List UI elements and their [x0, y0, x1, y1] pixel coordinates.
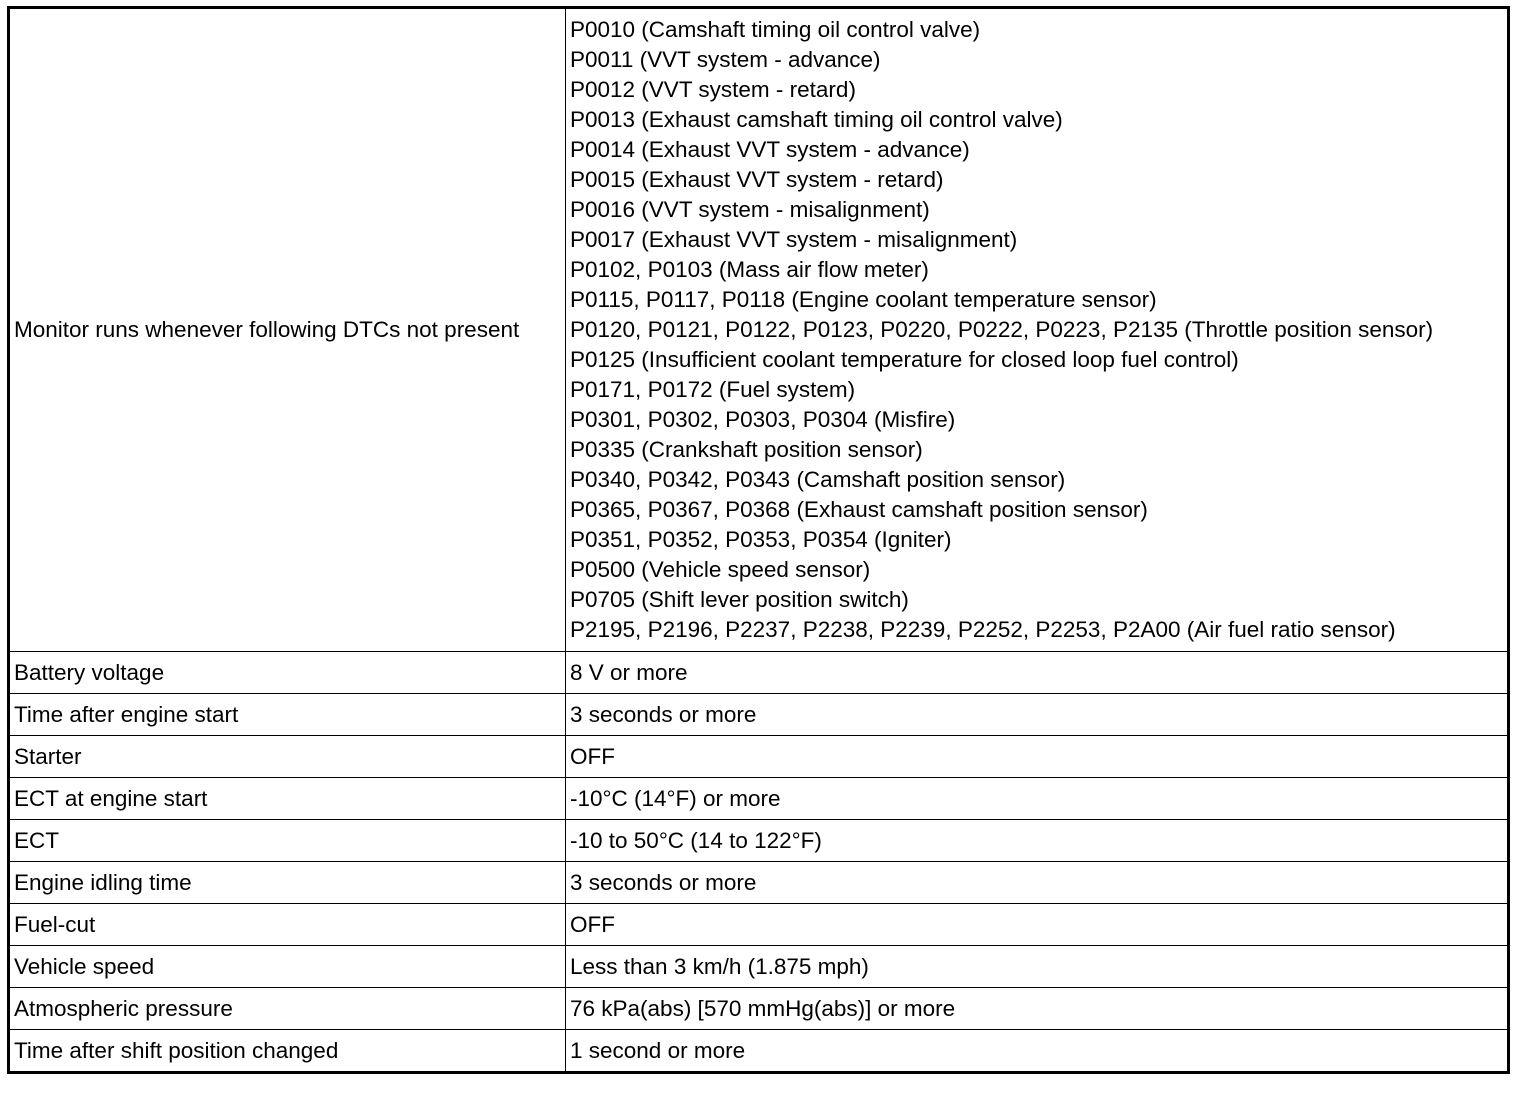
condition-value: Less than 3 km/h (1.875 mph)	[566, 946, 1509, 988]
dtc-list-item: P0014 (Exhaust VVT system - advance)	[570, 137, 970, 162]
condition-value: 3 seconds or more	[566, 694, 1509, 736]
dtc-list-item: P2195, P2196, P2237, P2238, P2239, P2252, P2253, P2A00 (Air fuel ratio sensor)	[570, 617, 1396, 642]
dtc-list-item: P0301, P0302, P0303, P0304 (Misfire)	[570, 407, 956, 432]
condition-label: Time after engine start	[9, 694, 566, 736]
table-row	[9, 1030, 1509, 1073]
condition-label: ECT at engine start	[9, 778, 566, 820]
condition-label: Vehicle speed	[9, 946, 566, 988]
condition-value: 8 V or more	[566, 652, 1509, 694]
table-row	[9, 904, 1509, 946]
table-row	[9, 946, 1509, 988]
conditions-table	[7, 6, 1510, 1074]
dtc-list-item: P0102, P0103 (Mass air flow meter)	[570, 257, 929, 282]
dtc-list-item: P0011 (VVT system - advance)	[570, 47, 881, 72]
table-row	[9, 778, 1509, 820]
condition-value: 76 kPa(abs) [570 mmHg(abs)] or more	[566, 988, 1509, 1030]
condition-label: Time after shift position changed	[9, 1030, 566, 1073]
condition-label: ECT	[9, 820, 566, 862]
dtc-list-item: P0365, P0367, P0368 (Exhaust camshaft position sensor)	[570, 497, 1148, 522]
table-row	[9, 862, 1509, 904]
table-row	[9, 652, 1509, 694]
dtc-list-item: P0351, P0352, P0353, P0354 (Igniter)	[570, 527, 952, 552]
dtc-list-item: P0171, P0172 (Fuel system)	[570, 377, 856, 402]
condition-value: -10°C (14°F) or more	[566, 778, 1509, 820]
dtc-list-item: P0120, P0121, P0122, P0123, P0220, P0222, P0223, P2135 (Throttle position sensor)	[570, 317, 1434, 342]
table-row	[9, 694, 1509, 736]
dtc-list-item: P0012 (VVT system - retard)	[570, 77, 856, 102]
dtc-list-item: P0016 (VVT system - misalignment)	[570, 197, 930, 222]
condition-value: 3 seconds or more	[566, 862, 1509, 904]
condition-label: Battery voltage	[9, 652, 566, 694]
dtc-list-item: P0010 (Camshaft timing oil control valve)	[570, 17, 981, 42]
condition-value: OFF	[566, 904, 1509, 946]
dtc-list-cell	[566, 8, 1509, 652]
dtc-list-item: P0125 (Insufficient coolant temperature for closed loop fuel control)	[570, 347, 1239, 372]
condition-value: OFF	[566, 736, 1509, 778]
dtc-list-item: P0115, P0117, P0118 (Engine coolant temperature sensor)	[570, 287, 1157, 312]
condition-label: Atmospheric pressure	[9, 988, 566, 1030]
table-row	[9, 736, 1509, 778]
condition-value: -10 to 50°C (14 to 122°F)	[566, 820, 1509, 862]
dtc-list-item: P0705 (Shift lever position switch)	[570, 587, 909, 612]
dtc-list-item: P0013 (Exhaust camshaft timing oil control valve)	[570, 107, 1063, 132]
dtc-list-item: P0017 (Exhaust VVT system - misalignment)	[570, 227, 1018, 252]
dtc-list-item: P0015 (Exhaust VVT system - retard)	[570, 167, 944, 192]
dtc-list-item: P0340, P0342, P0343 (Camshaft position sensor)	[570, 467, 1066, 492]
dtc-list-item: P0500 (Vehicle speed sensor)	[570, 557, 871, 582]
condition-value: 1 second or more	[566, 1030, 1509, 1073]
condition-label: Engine idling time	[9, 862, 566, 904]
table-row	[9, 820, 1509, 862]
table-row-monitor-conditions	[9, 8, 1509, 652]
dtc-list-item: P0335 (Crankshaft position sensor)	[570, 437, 923, 462]
condition-label: Fuel-cut	[9, 904, 566, 946]
condition-label: Monitor runs whenever following DTCs not present	[9, 8, 566, 652]
condition-label: Starter	[9, 736, 566, 778]
table-row	[9, 988, 1509, 1030]
